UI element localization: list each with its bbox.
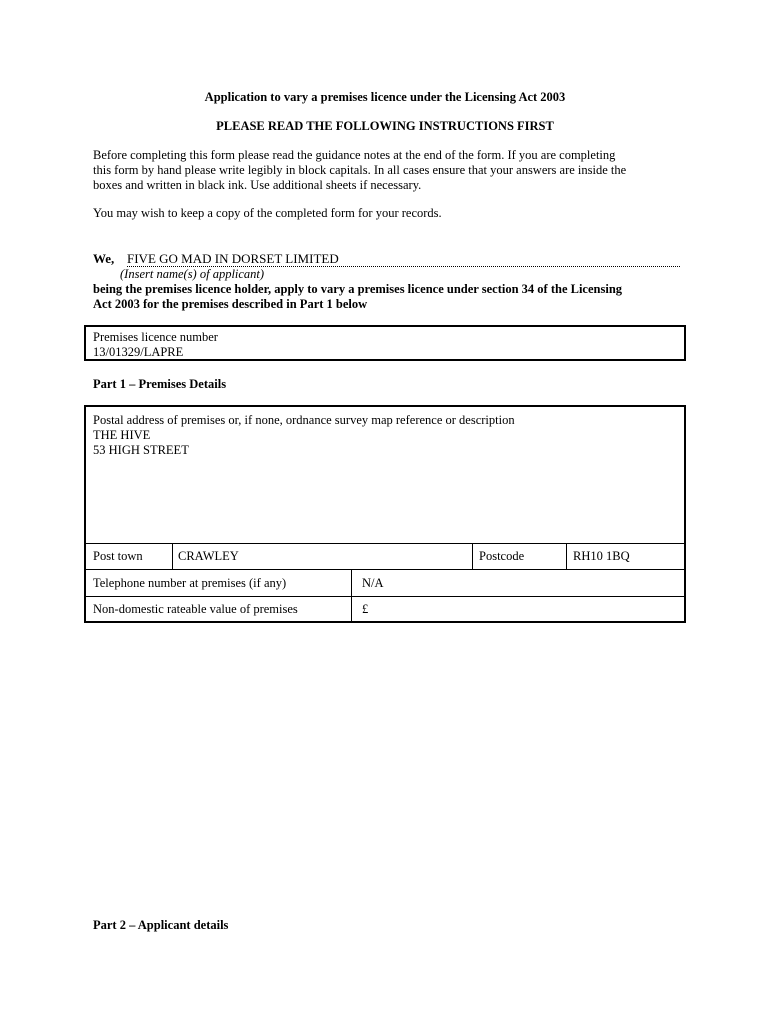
column-divider bbox=[351, 569, 352, 623]
applicant-name-hint: (Insert name(s) of applicant) bbox=[120, 267, 265, 281]
premises-details-table bbox=[84, 405, 686, 623]
column-divider bbox=[566, 543, 567, 569]
row-divider bbox=[86, 543, 684, 544]
telephone-label: Telephone number at premises (if any) bbox=[93, 576, 287, 590]
instructions-line: Before completing this form please read the guidance notes at the end of the form. If you are completing bbox=[93, 148, 616, 162]
instructions-line: this form by hand please write legibly in block capitals. In all cases ensure that your answers are inside the bbox=[93, 163, 627, 177]
address-field[interactable] bbox=[93, 428, 189, 458]
part2-heading: Part 2 – Applicant details bbox=[93, 918, 229, 932]
postcode-field[interactable]: RH10 1BQ bbox=[573, 549, 630, 563]
row-divider bbox=[86, 596, 684, 597]
instructions-line: boxes and written in black ink. Use additional sheets if necessary. bbox=[93, 178, 422, 192]
column-divider bbox=[172, 543, 173, 569]
instructions-heading: PLEASE READ THE FOLLOWING INSTRUCTIONS FIRST bbox=[216, 119, 554, 133]
statement-line: being the premises licence holder, apply to vary a premises licence under section 34 of the Licensing bbox=[93, 282, 623, 296]
telephone-field[interactable]: N/A bbox=[362, 576, 384, 590]
applicant-statement bbox=[93, 282, 683, 312]
applicant-name-field[interactable]: FIVE GO MAD IN DORSET LIMITED bbox=[127, 251, 680, 267]
column-divider bbox=[472, 543, 473, 569]
address-line: 53 HIGH STREET bbox=[93, 443, 189, 457]
postcode-label: Postcode bbox=[479, 549, 525, 563]
post-town-label: Post town bbox=[93, 549, 143, 563]
instructions-paragraph bbox=[93, 148, 683, 193]
rateable-value-label: Non-domestic rateable value of premises bbox=[93, 602, 298, 616]
address-line: THE HIVE bbox=[93, 428, 151, 442]
licence-number-box bbox=[84, 325, 686, 361]
licence-number-field[interactable]: 13/01329/LAPRE bbox=[93, 345, 184, 359]
copy-note: You may wish to keep a copy of the completed form for your records. bbox=[93, 206, 442, 220]
we-label: We, bbox=[93, 251, 115, 266]
statement-line: Act 2003 for the premises described in Part 1 below bbox=[93, 297, 368, 311]
address-label: Postal address of premises or, if none, ordnance survey map reference or description bbox=[93, 413, 515, 427]
licence-number-label: Premises licence number bbox=[93, 330, 218, 344]
part1-heading: Part 1 – Premises Details bbox=[93, 377, 227, 391]
post-town-field[interactable]: CRAWLEY bbox=[178, 549, 239, 563]
rateable-value-field[interactable]: £ bbox=[362, 602, 369, 616]
form-title: Application to vary a premises licence under the Licensing Act 2003 bbox=[204, 90, 566, 104]
row-divider bbox=[86, 569, 684, 570]
